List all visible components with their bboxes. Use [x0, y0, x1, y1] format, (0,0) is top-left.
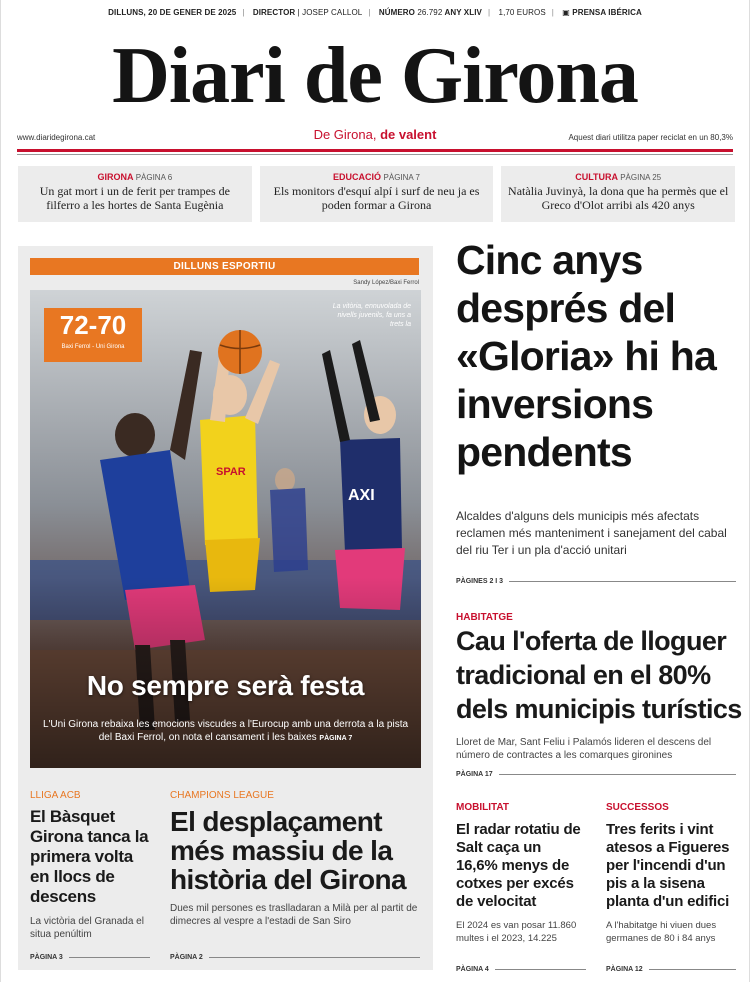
- story-deck: A l'habitatge hi viuen dues germanes de 80 i 84 anys: [606, 920, 717, 944]
- basketball-photo[interactable]: [30, 290, 421, 768]
- story-headline: El radar rotatiu de Salt caça un 16,6% menys de cotxes per excés de velocitat: [456, 821, 581, 910]
- story-kicker: MOBILITAT: [456, 802, 509, 813]
- page-ref-acb: [30, 954, 150, 961]
- story-kicker: LLIGA ACB: [30, 790, 81, 801]
- masthead-title: Diari de Girona: [112, 32, 638, 120]
- teaser-strip: [18, 166, 735, 222]
- caption-page: PÀGINA 7: [319, 735, 353, 742]
- meta-line: DILLUNS, 20 DE GENER DE 2025 | DIRECTOR | JOSEP CALLOL | NÚMERO 26.792 ANY XLIV | 1,70 EUROS | ▣ PRENSA IBÉRICA: [108, 8, 642, 17]
- habitatge-headline[interactable]: Cau l'oferta de lloguer tradicional en el 80% dels municipis turístics: [456, 626, 742, 724]
- recycle-note: Aquest diari utilitza paper reciclat en un 80,3%: [568, 133, 733, 142]
- habitatge-kicker: HABITATGE: [456, 612, 513, 623]
- website-link[interactable]: www.diaridegirona.cat: [17, 133, 96, 142]
- story-deck: El 2024 es van posar 11.860 multes i el 2023, 14.225: [456, 920, 577, 944]
- masthead-thin-rule: [17, 154, 733, 155]
- main-headline[interactable]: Cinc anys després del «Gloria» hi ha inversions pendents: [456, 237, 716, 475]
- story-acb[interactable]: [30, 790, 150, 941]
- story-deck: La victòria del Granada el situa penúltim: [30, 916, 144, 940]
- issue-number: 26.792: [417, 8, 443, 17]
- page-ref-mobilitat: [456, 966, 586, 973]
- teaser-page: PÀGINA 7: [383, 173, 420, 182]
- teaser-educacio[interactable]: [260, 166, 494, 222]
- page-ref-label: PÀGINES 2 I 3: [456, 578, 504, 585]
- teaser-section: EDUCACIÓ: [333, 172, 382, 182]
- page-ref-main: [456, 578, 736, 585]
- teaser-page: PÀGINA 6: [135, 173, 173, 182]
- page-ref-label: PÀGINA 4: [456, 966, 489, 973]
- sports-band: DILLUNS ESPORTIU: [30, 258, 419, 275]
- story-mobilitat[interactable]: [456, 802, 586, 945]
- story-champions[interactable]: [170, 790, 420, 928]
- score-box: [44, 308, 142, 362]
- teaser-section: GIRONA: [97, 172, 134, 182]
- score: 72-70: [59, 310, 127, 340]
- page-ref-successos: [606, 966, 736, 973]
- teaser-text: Un gat mort i un de ferit per trampes de filferro a les hortes de Santa Eugènia: [39, 184, 230, 212]
- masthead-subbar: [17, 127, 733, 143]
- date: DILLUNS, 20 DE GENER DE 2025: [108, 8, 237, 17]
- main-deck: Alcaldes d'alguns dels municipis més afectats reclamen més manteniment i sanejament del cabal del riu Ter i un pla d'acció unitari: [456, 509, 727, 557]
- price: 1,70 EUROS: [498, 8, 546, 17]
- director-name: JOSEP CALLOL: [302, 8, 363, 17]
- teaser-girona[interactable]: [18, 166, 252, 222]
- story-kicker: SUCCESSOS: [606, 802, 669, 813]
- teaser-text: Natàlia Juvinyà, la dona que ha permès que el Greco d'Olot arribi als 420 anys: [508, 184, 729, 212]
- story-headline: El Bàsquet Girona tanca la primera volta en llocs de descens: [30, 807, 149, 906]
- group-name: PRENSA IBÉRICA: [572, 8, 642, 17]
- page-ref-label: PÀGINA 17: [456, 771, 493, 778]
- photo-note: La vitòria, ennuvolada de nivells juvenils, fa uns a trets la: [332, 303, 411, 328]
- page-ref-champions: [170, 954, 420, 961]
- score-teams: Baxi Ferrol - Uni Girona: [61, 344, 125, 350]
- photo-credit: Sandy López/Baxi Ferrol: [353, 280, 419, 286]
- masthead-red-rule: [17, 149, 733, 152]
- page-ref-label: PÀGINA 12: [606, 966, 643, 973]
- story-headline: El desplaçament més massiu de la història del Girona: [170, 806, 406, 895]
- sports-panel: [18, 246, 433, 970]
- story-successos[interactable]: [606, 802, 741, 945]
- teaser-section: CULTURA: [575, 172, 618, 182]
- page-ref-habitatge: [456, 771, 736, 778]
- page-ref-label: PÀGINA 3: [30, 954, 63, 961]
- teaser-cultura[interactable]: [501, 166, 735, 222]
- caption-text: L'Uni Girona rebaixa les emocions viscudes a l'Eurocup amb una derrota a la pista del Baxi Ferrol, on nota el cansament i les baixes: [42, 719, 409, 743]
- habitatge-deck: Lloret de Mar, Sant Feliu i Palamós lideren el descens del número de contractes a les comarques gironines: [456, 737, 712, 761]
- director-label: DIRECTOR: [252, 8, 296, 17]
- sports-caption: [38, 718, 413, 745]
- story-headline: Tres ferits i vint atesos a Figueres per l'incendi d'un pis a la sisena planta d'un edifici: [606, 821, 730, 910]
- story-deck: Dues mil persones es traslladaran a Milà per al partit de dimecres al vespre a l'estadi de San Siro: [170, 903, 418, 927]
- sports-headline[interactable]: No sempre serà festa: [86, 670, 365, 701]
- story-kicker: CHAMPIONS LEAGUE: [170, 790, 274, 801]
- page-ref-label: PÀGINA 2: [170, 954, 203, 961]
- slogan-plain: De Girona,: [313, 127, 381, 142]
- year-label: ANY XLIV: [444, 8, 482, 17]
- teaser-page: PÀGINA 25: [620, 173, 662, 182]
- slogan-bold: de valent: [380, 127, 437, 142]
- number-label: NÚMERO: [378, 8, 415, 17]
- group-logo-icon: ▣: [562, 8, 570, 17]
- teaser-text: Els monitors d'esquí alpí i surf de neu ja es poden formar a Girona: [273, 184, 480, 212]
